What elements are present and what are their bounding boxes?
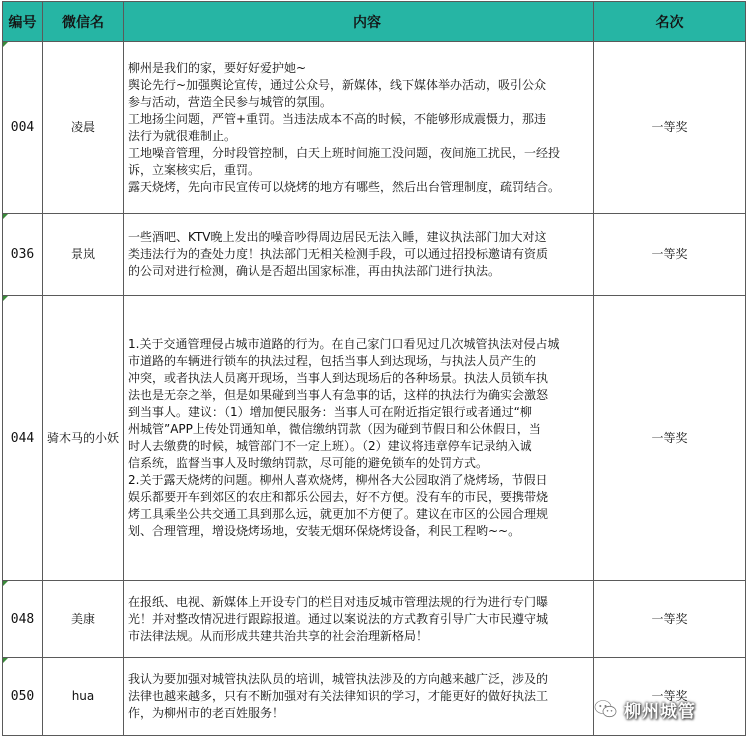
table-row: [3, 296, 746, 581]
table-row: [3, 581, 746, 658]
content-line: 工地噪音管理，分时段管控制，白天上班时间施工没问题，夜间施工扰民，一经投: [128, 145, 561, 160]
content-line: 州城管”APP上传处罚通知单，微信缴纳罚款（因为碰到节假日和公休假日，当: [128, 422, 541, 436]
cell-comment-marker: [3, 214, 8, 219]
entry-number: 036: [3, 214, 43, 296]
wechat-name: 美康: [43, 581, 124, 658]
content-line: 在报纸、电视、新媒体上开设专门的栏目对违反城市管理法规的行为进行专门曝: [128, 594, 549, 609]
watermark-text: 柳州城管: [624, 701, 696, 722]
cell-comment-marker: [3, 581, 8, 586]
wechat-name: hua: [43, 658, 124, 736]
content-line: 到当事人。建议：（1）增加便民服务：当事人可在附近指定银行或者通过“柳: [128, 405, 532, 419]
wechat-name: 骑木马的小妖: [43, 296, 124, 581]
header-content: 内容: [124, 2, 594, 42]
awards-table: [2, 1, 746, 736]
entry-content: [124, 42, 594, 214]
content-line: 光！并对整改情况进行跟踪报道。通过以案说法的方式教育引导广大市民遵守城: [128, 611, 549, 626]
content-line: 市法律法规。从而形成共建共治共享的社会治理新格局！: [128, 628, 429, 643]
content-line: 烤工具乘坐公共交通工具到那么远，就更加不方便了。建议在市区的公园合理规: [128, 507, 549, 521]
content-line: 时人去缴费的时候，城管部门不一定上班）。（2）建议将违章停车记录纳入诚: [128, 439, 532, 453]
content-line: 参与活动，营造全民参与城管的氛围。: [128, 94, 333, 109]
content-line: 的公司对进行检测，确认是否超出国家标准，再由执法部门进行执法。: [128, 264, 501, 278]
content-line: 工地扬尘问题，严管+重罚。当违法成本不高的时候，不能够形成震慑力，那违: [128, 111, 547, 126]
award-rank: 一等奖: [594, 214, 746, 296]
content-line: 一些酒吧、KTV晚上发出的噪音吵得周边居民无法入睡，建议执法部门加大对这: [128, 230, 547, 244]
content-line: 1.关于交通管理侵占城市道路的行为。在自己家门口看见过几次城管执法对侵占城: [128, 337, 560, 351]
content-line: 娱乐都要开车到郊区的农庄和都乐公园去，好不方便。没有车的市民，要携带烧: [128, 490, 549, 504]
header-row: [3, 2, 746, 42]
content-line: 冲突，或者执法人员离开现场，当事人到达现场后的各种场景。执法人员锁车执: [128, 371, 549, 385]
header-rank: 名次: [594, 2, 746, 42]
wechat-watermark: [594, 694, 744, 724]
entry-content: [124, 296, 594, 581]
content-line: 划、合理管理，增设烧烤场地，安装无烟环保烧烤设备，利民工程哟~~。: [128, 524, 521, 538]
content-line: 2.关于露天烧烤的问题。柳州人喜欢烧烤，柳州各大公园取消了烧烤场，节假日: [128, 473, 548, 487]
entry-number: 050: [3, 658, 43, 736]
wechat-name: 凌晨: [43, 42, 124, 214]
entry-number: 044: [3, 296, 43, 581]
content-line: 法律也越来越多，只有不断加强对有关法律知识的学习，才能更好的做好执法工: [128, 689, 549, 703]
entry-content: [124, 214, 594, 296]
content-line: 柳州是我们的家，要好好爱护她~: [128, 60, 307, 75]
entry-content: [124, 581, 594, 658]
wechat-icon: [594, 698, 618, 720]
entry-number: 004: [3, 42, 43, 214]
entry-number: 048: [3, 581, 43, 658]
content-line: 法也是无奈之举，但是如果碰到当事人有急事的话，这样的执法行为确实会激怒: [128, 388, 549, 402]
cell-comment-marker: [3, 42, 8, 47]
award-rank: 一等奖: [594, 42, 746, 214]
header-number: 编号: [3, 2, 43, 42]
content-line: 诉，立案核实后，重罚。: [128, 162, 261, 177]
wechat-name: 景岚: [43, 214, 124, 296]
content-line: 信系统，监督当事人及时缴纳罚款，尽可能的避免锁车的处罚方式。: [128, 456, 489, 470]
cell-comment-marker: [3, 296, 8, 301]
award-rank: 一等奖: [594, 296, 746, 581]
entry-content: [124, 658, 594, 736]
cell-comment-marker: [3, 658, 8, 663]
table-row: [3, 214, 746, 296]
content-line: 舆论先行~加强舆论宣传，通过公众号，新媒体，线下媒体举办活动，吸引公众: [128, 77, 547, 92]
content-line: 市道路的车辆进行锁车的执法过程，包括当事人到达现场，与执法人员产生的: [128, 354, 537, 368]
table-row: [3, 42, 746, 214]
content-line: 法行为就很难制止。: [128, 128, 237, 143]
content-line: 我认为要加强对城管执法队员的培训，城管执法涉及的方向越来越广泛，涉及的: [128, 672, 549, 686]
content-line: 露天烧烤，先向市民宣传可以烧烤的地方有哪些，然后出台管理制度，疏罚结合。: [128, 179, 561, 194]
content-line: 作，为柳州市的老百姓服务！: [128, 706, 285, 720]
header-wechat-name: 微信名: [43, 2, 124, 42]
award-rank: 一等奖: [594, 658, 746, 736]
award-rank: 一等奖: [594, 581, 746, 658]
content-line: 类违法行为的查处力度！执法部门无相关检测手段，可以通过招投标邀请有资质: [128, 247, 549, 261]
